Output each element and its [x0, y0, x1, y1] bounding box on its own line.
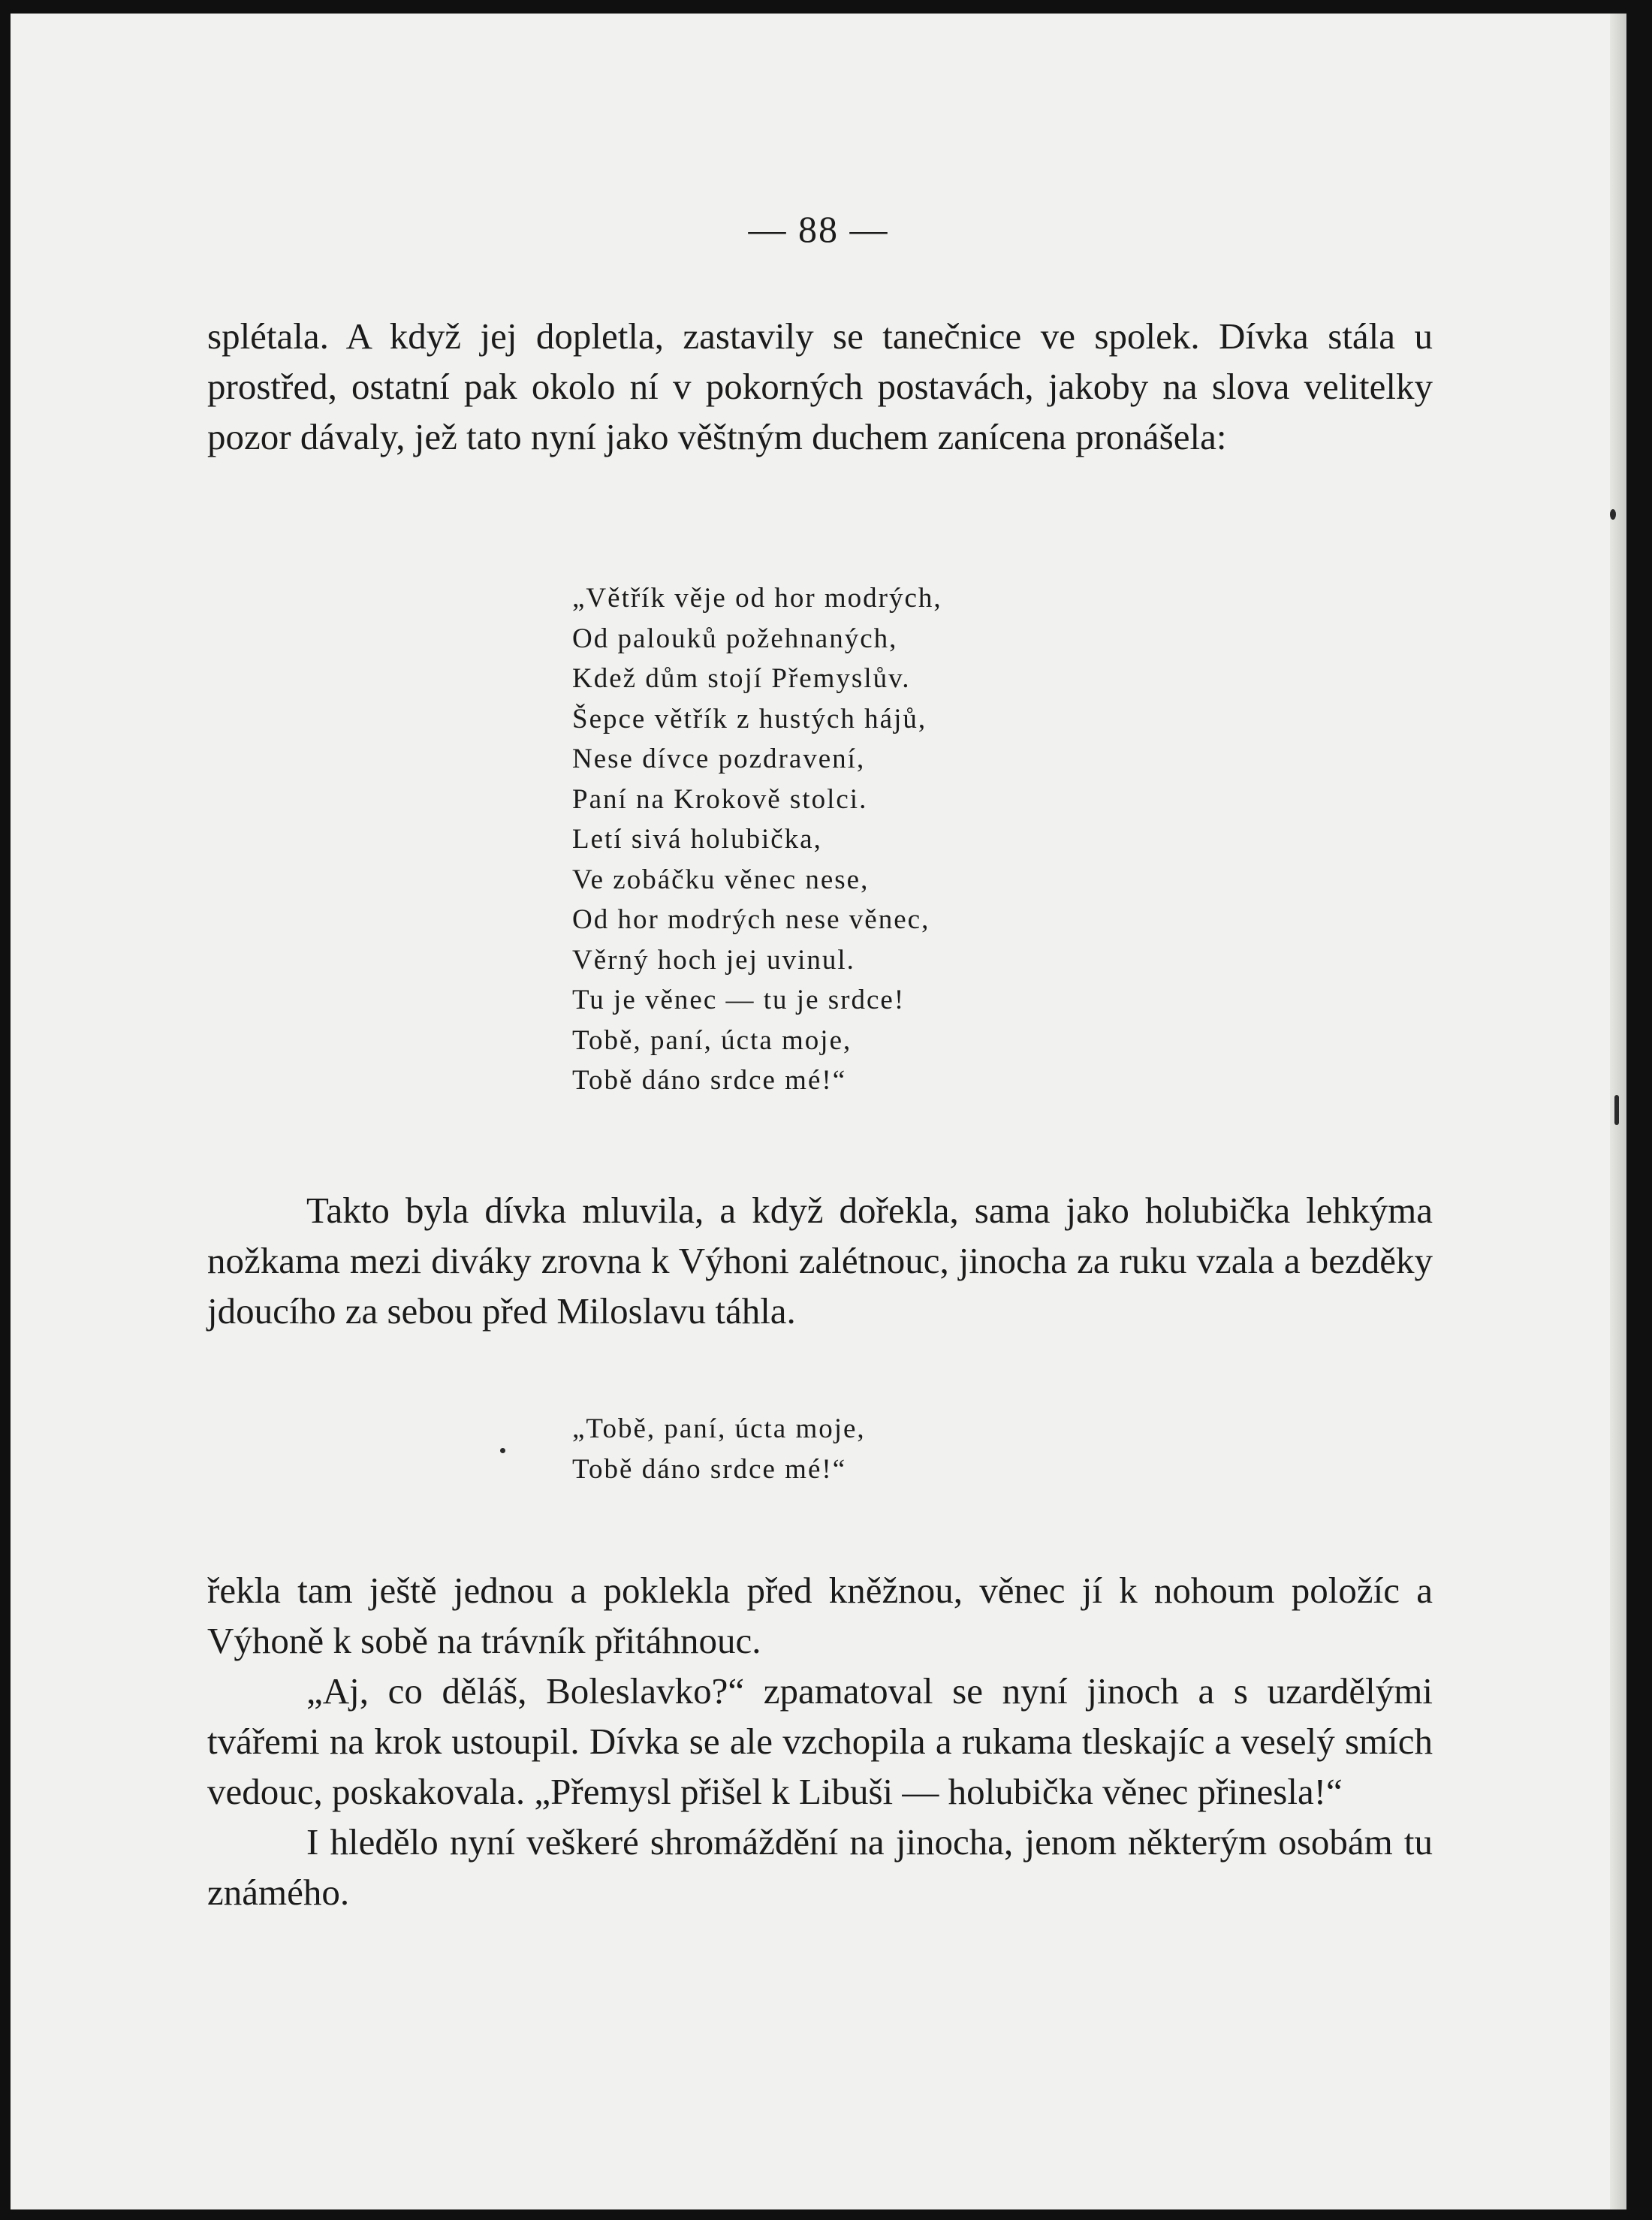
paragraph-text: I hledělo nyní veškeré shromáždění na jinocha, jenom některým osobám tu známého.	[207, 1821, 1433, 1913]
poem-line: Kdež dům stojí Přemyslův.	[572, 663, 911, 694]
poem-line: Tu je věnec — tu je srdce!	[572, 985, 906, 1015]
poem-line: „Větřík věje od hor modrých,	[572, 583, 942, 614]
scan-speck	[1614, 1095, 1619, 1125]
paragraph-dialogue	[207, 1185, 1433, 1336]
paragraph-text: Takto byla dívka mluvila, a když dořekla, sama jako holubička lehkýma nožkama mezi diváky zrovna k Výhoni zalétnouc, jinocha za ruku vzala a bezděky jdoucího za sebou před Miloslavu táhla.	[207, 1190, 1433, 1332]
poem-line: Šepce větřík z hustých hájů,	[572, 703, 927, 734]
poem-song	[572, 578, 942, 1101]
poem-line: Letí sivá holubička,	[572, 824, 822, 855]
poem-line: Tobě dáno srdce mé!“	[572, 1453, 847, 1485]
book-page	[11, 14, 1626, 2209]
poem-refrain	[572, 1409, 866, 1489]
scan-speck	[1610, 509, 1616, 520]
poem-line: Od hor modrých nese věnec,	[572, 904, 930, 935]
paragraph-text: splétala. A když jej dopletla, zastavily se tanečnice ve spolek. Dívka stála u prostřed, ostatní pak okolo ní v pokorných postavách, jakoby na slova velitelky pozor dávaly, jež tato nyní jako věštným duchem zanícena pronášela:	[207, 315, 1433, 457]
scan-speck	[500, 1448, 505, 1453]
poem-line: „Tobě, paní, úcta moje,	[572, 1413, 866, 1444]
page-number: — 88 —	[748, 208, 889, 250]
poem-line: Ve zobáčku věnec nese,	[572, 864, 870, 895]
poem-line: Věrný hoch jej uvinul.	[572, 944, 855, 976]
paragraph-closing	[207, 1565, 1433, 1917]
poem-line: Paní na Krokově stolci.	[572, 783, 868, 815]
poem-line: Tobě dáno srdce mé!“	[572, 1065, 847, 1096]
poem-line: Od palouků požehnaných,	[572, 623, 898, 654]
paragraph-opening	[207, 311, 1433, 462]
paragraph-text: řekla tam ještě jednou a poklekla před kněžnou, věnec jí k nohoum položíc a Výhoně k sobě na trávník přitáhnouc.	[207, 1570, 1433, 1661]
poem-line: Tobě, paní, úcta moje,	[572, 1024, 852, 1056]
paragraph-text: „Aj, co děláš, Boleslavko?“ zpamatoval se nyní jinoch a s uzardělými tvářemi na krok ustoupil. Dívka se ale vzchopila a rukama tleskajíc a veselý smích vedouc, poskakovala. „Přemysl přišel k Libuši — holubička věnec přinesla!“	[207, 1670, 1433, 1812]
poem-line: Nese dívce pozdravení,	[572, 744, 866, 774]
